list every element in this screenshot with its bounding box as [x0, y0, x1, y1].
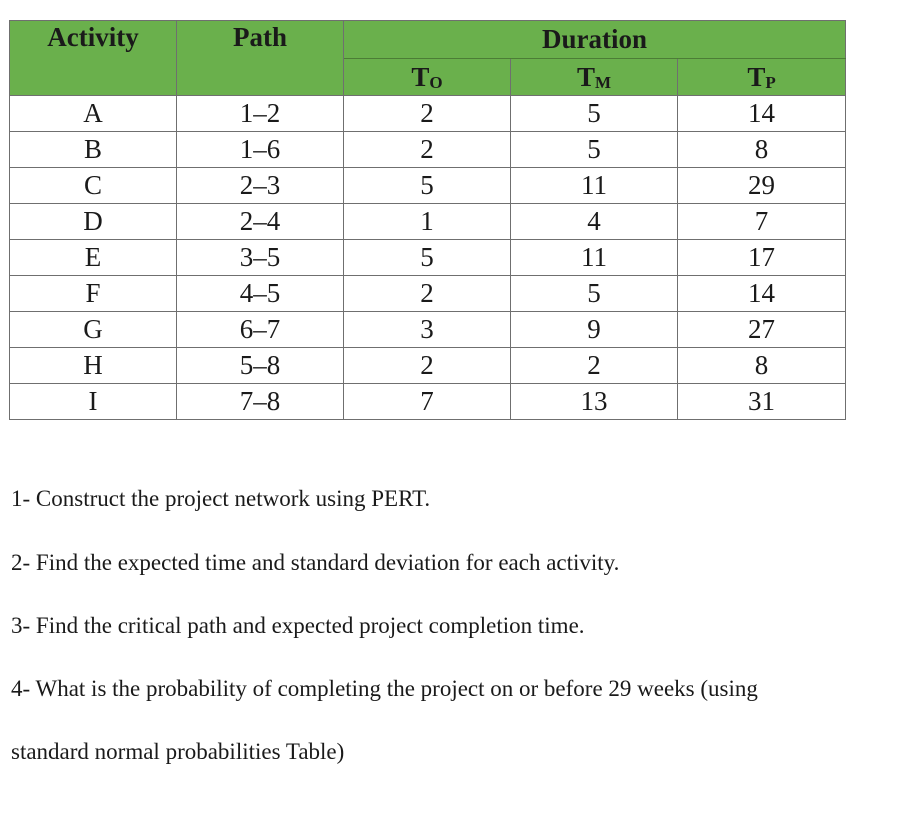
cell-tp: 17: [678, 240, 846, 276]
table-row: [10, 276, 846, 312]
cell-path: 5–8: [177, 348, 344, 384]
cell-to: 2: [344, 132, 511, 168]
table-row: [10, 132, 846, 168]
cell-tm: 4: [511, 204, 678, 240]
header-to-main: T: [411, 61, 430, 92]
cell-tp: 14: [678, 276, 846, 312]
header-duration: Duration: [344, 21, 846, 59]
cell-to: 7: [344, 384, 511, 420]
cell-to: 5: [344, 168, 511, 204]
cell-tm: 5: [511, 276, 678, 312]
table-row: [10, 240, 846, 276]
cell-tm: 11: [511, 168, 678, 204]
cell-to: 2: [344, 348, 511, 384]
cell-tp: 7: [678, 204, 846, 240]
cell-activity: E: [10, 240, 177, 276]
cell-to: 2: [344, 276, 511, 312]
cell-tm: 11: [511, 240, 678, 276]
question-3: 3- Find the critical path and expected project completion time.: [11, 613, 585, 638]
cell-activity: A: [10, 96, 177, 132]
cell-activity: B: [10, 132, 177, 168]
cell-tm: 9: [511, 312, 678, 348]
table-body: [10, 96, 846, 420]
cell-path: 1–2: [177, 96, 344, 132]
table-row: [10, 384, 846, 420]
header-tp-sub: P: [765, 72, 776, 92]
header-to: [344, 59, 511, 96]
cell-path: 7–8: [177, 384, 344, 420]
cell-to: 3: [344, 312, 511, 348]
header-tm-main: T: [576, 61, 595, 92]
cell-path: 3–5: [177, 240, 344, 276]
cell-tm: 5: [511, 132, 678, 168]
cell-tp: 8: [678, 348, 846, 384]
table-row: [10, 312, 846, 348]
cell-path: 2–3: [177, 168, 344, 204]
cell-to: 1: [344, 204, 511, 240]
question-2: 2- Find the expected time and standard deviation for each activity.: [11, 550, 620, 575]
activity-table: [9, 20, 846, 420]
question-4-line-2: standard normal probabilities Table): [11, 739, 345, 764]
cell-tm: 13: [511, 384, 678, 420]
cell-tp: 29: [678, 168, 846, 204]
header-tm: [511, 59, 678, 96]
question-4-line-1: 4- What is the probability of completing the project on or before 29 weeks (using: [11, 676, 758, 701]
cell-activity: C: [10, 168, 177, 204]
table-row: [10, 348, 846, 384]
cell-tm: 2: [511, 348, 678, 384]
header-path: Path: [177, 21, 344, 96]
cell-path: 2–4: [177, 204, 344, 240]
header-activity: Activity: [10, 21, 177, 96]
cell-to: 5: [344, 240, 511, 276]
cell-tp: 14: [678, 96, 846, 132]
cell-activity: I: [10, 384, 177, 420]
cell-tp: 27: [678, 312, 846, 348]
table-header: [10, 21, 846, 96]
table-row: [10, 204, 846, 240]
cell-tp: 8: [678, 132, 846, 168]
cell-tm: 5: [511, 96, 678, 132]
cell-activity: G: [10, 312, 177, 348]
cell-activity: D: [10, 204, 177, 240]
cell-to: 2: [344, 96, 511, 132]
table-row: [10, 96, 846, 132]
cell-tp: 31: [678, 384, 846, 420]
cell-path: 4–5: [177, 276, 344, 312]
cell-activity: F: [10, 276, 177, 312]
header-to-sub: O: [429, 72, 443, 92]
cell-path: 1–6: [177, 132, 344, 168]
question-1: 1- Construct the project network using PERT.: [11, 486, 431, 511]
cell-activity: H: [10, 348, 177, 384]
header-tm-sub: M: [594, 72, 612, 92]
table-row: [10, 168, 846, 204]
header-tp: [678, 59, 846, 96]
header-tp-main: T: [747, 61, 766, 92]
cell-path: 6–7: [177, 312, 344, 348]
